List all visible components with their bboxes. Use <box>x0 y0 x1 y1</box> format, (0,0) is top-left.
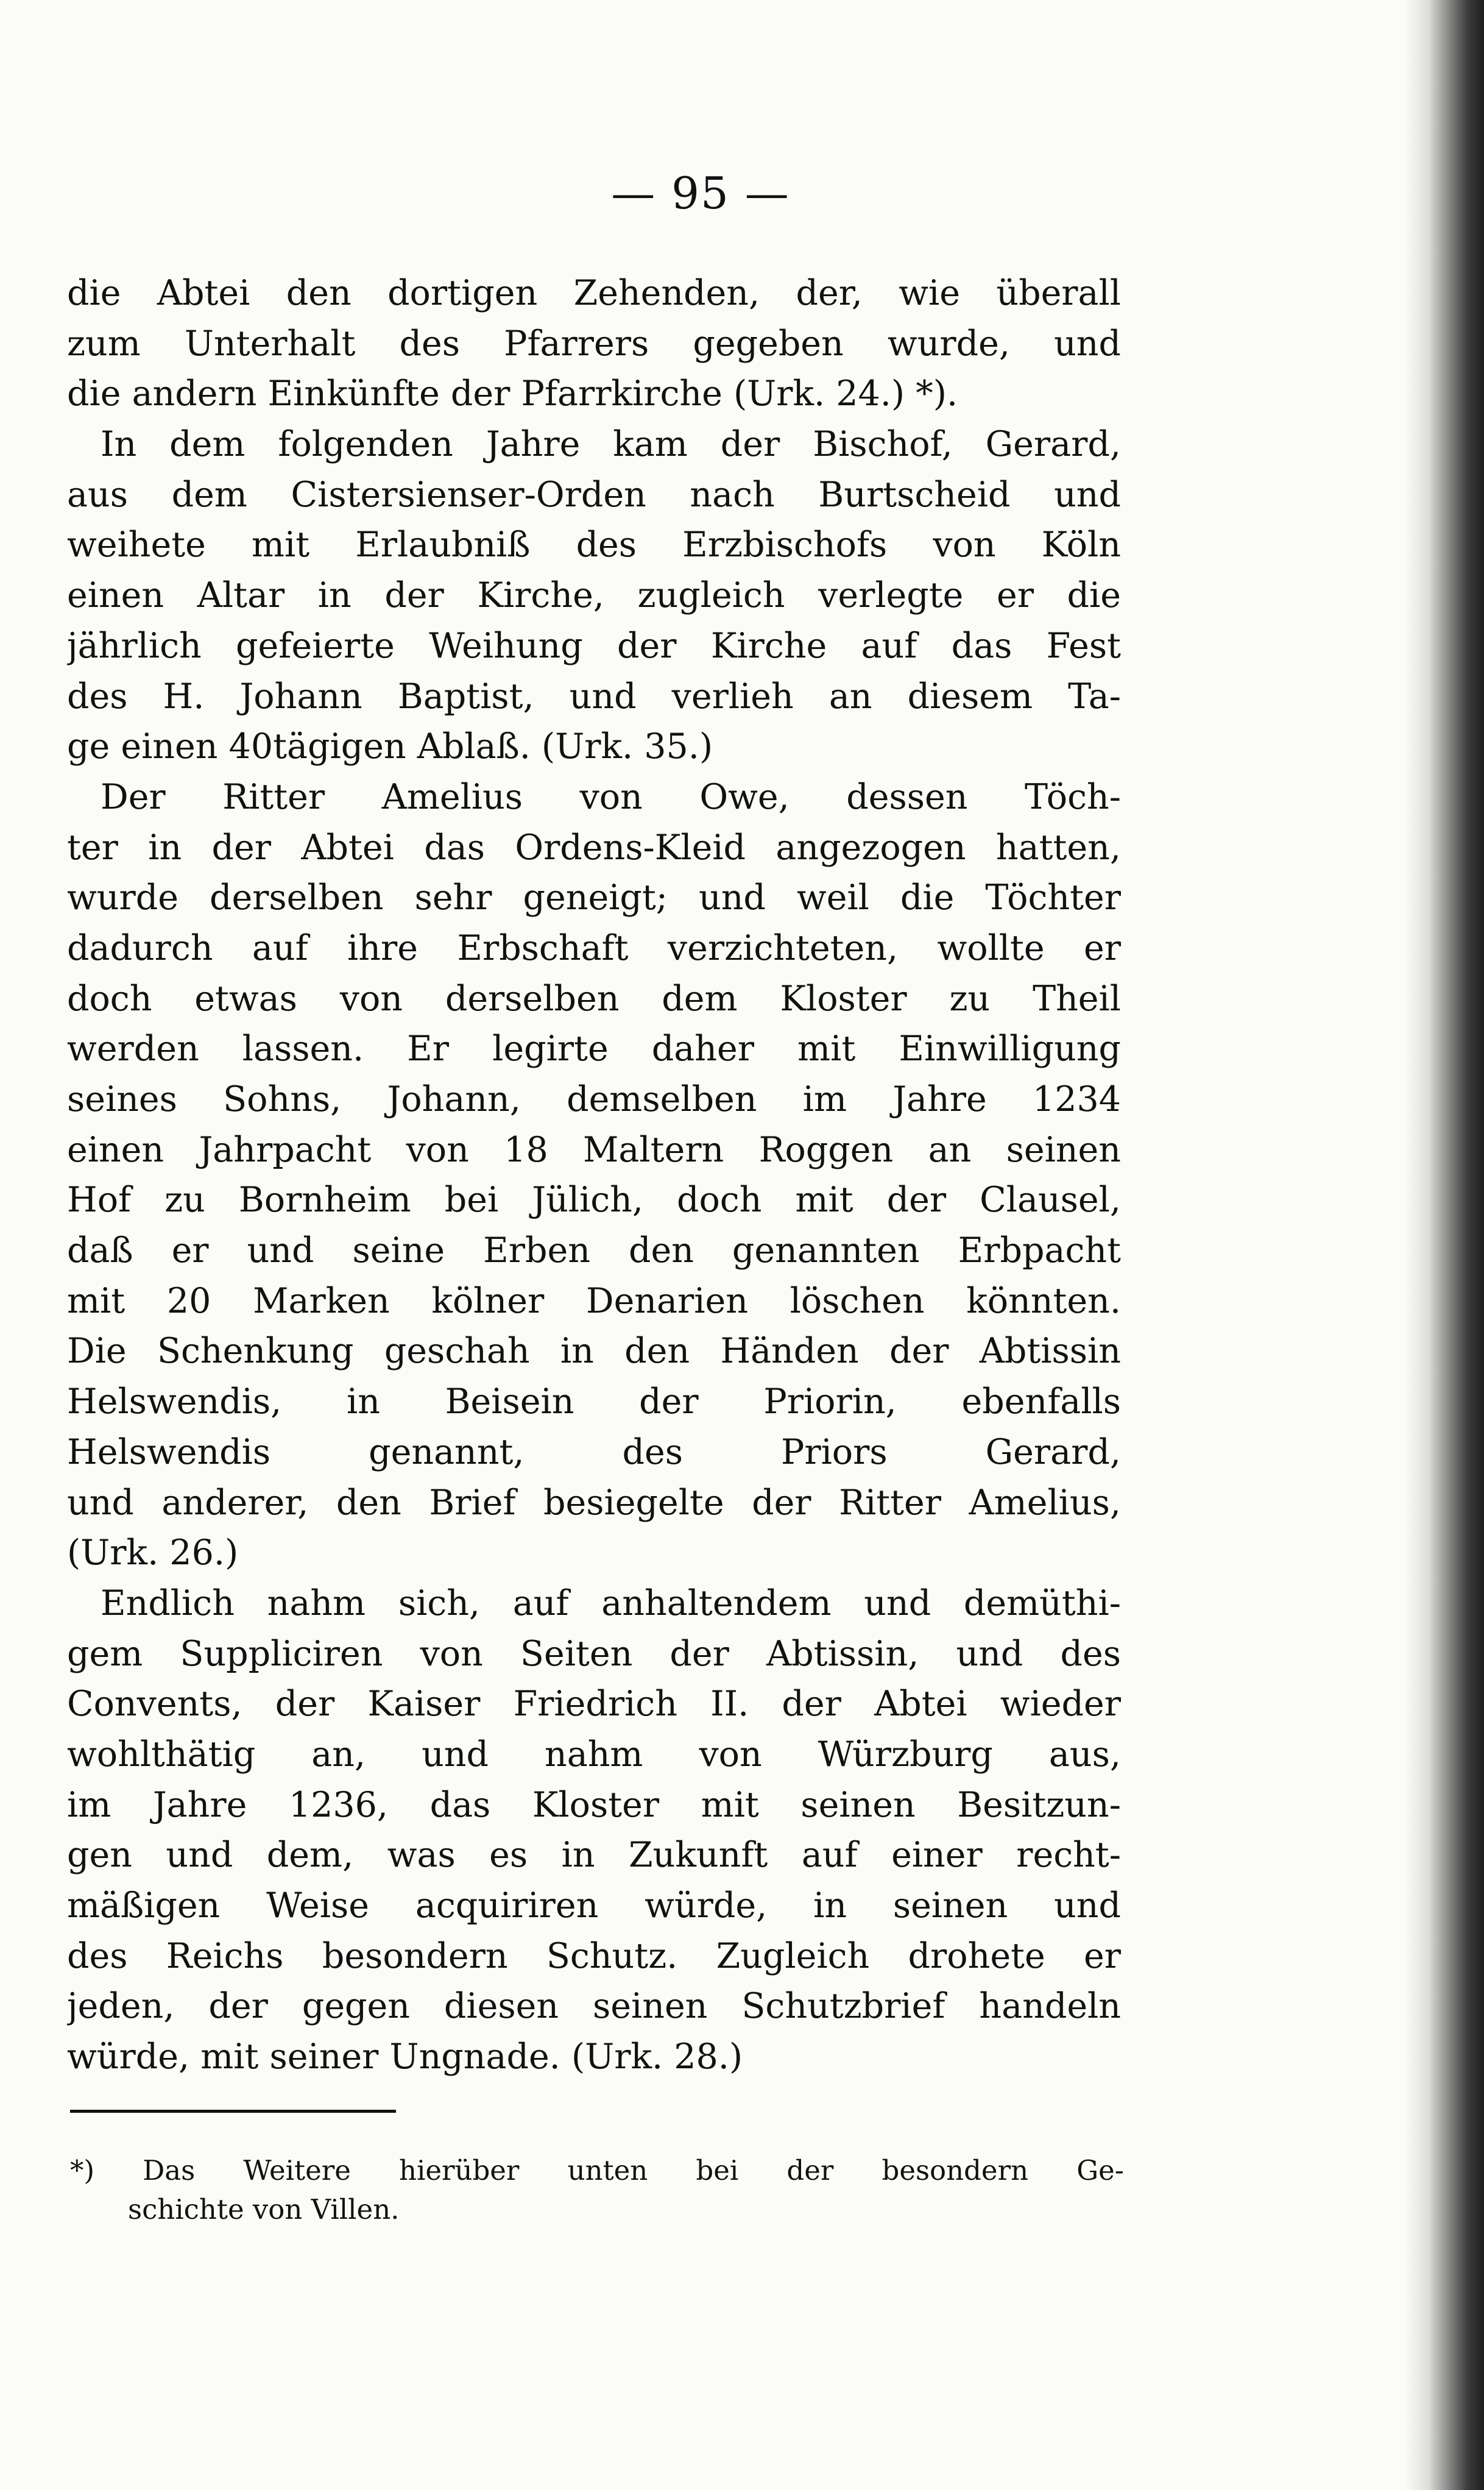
main-text <box>67 268 1121 2082</box>
text-line: aus dem Cistersienser-Orden nach Burtscheid und <box>67 474 1121 515</box>
page-gutter-shadow <box>1405 0 1429 2490</box>
text-line: Helswendis genannt, des Priors Gerard, <box>67 1431 1121 1472</box>
text-line: Helswendis, in Beisein der Priorin, ebenfalls <box>67 1382 1121 1422</box>
text-line: und anderer, den Brief besiegelte der Ritter Amelius, <box>67 1482 1121 1523</box>
footnote <box>70 2151 1124 2229</box>
text-line: zum Unterhalt des Pfarrers gegeben wurde, und <box>67 323 1121 364</box>
text-line: mäßigen Weise acquiriren würde, in seinen und <box>67 1885 1121 1926</box>
footnote-line: schichte von Villen. <box>128 2193 400 2226</box>
footnote-line: *) Das Weitere hierüber unten bei der besondern Ge- <box>70 2154 1124 2187</box>
text-line: wurde derselben sehr geneigt; und weil die Töchter <box>67 878 1121 918</box>
text-line: (Urk. 26.) <box>67 1533 239 1573</box>
text-line: gen und dem, was es in Zukunft auf einer recht- <box>67 1835 1121 1876</box>
text-line: die andern Einkünfte der Pfarrkirche (Urk. 24.) *). <box>67 374 958 414</box>
text-line: ter in der Abtei das Ordens-Kleid angezogen hatten, <box>67 827 1121 868</box>
text-line: Convents, der Kaiser Friedrich II. der Abtei wieder <box>67 1684 1121 1725</box>
text-line: In dem folgenden Jahre kam der Bischof, Gerard, <box>101 424 1121 465</box>
page-number: — 95 — <box>611 168 790 219</box>
text-line: mit 20 Marken kölner Denarien löschen könnten. <box>67 1280 1121 1321</box>
text-line: werden lassen. Er legirte daher mit Einwilligung <box>67 1029 1121 1069</box>
text-line: im Jahre 1236, das Kloster mit seinen Besitzun- <box>67 1784 1121 1825</box>
footnote-separator <box>70 2110 396 2113</box>
text-line: Der Ritter Amelius von Owe, dessen Töch- <box>101 776 1121 817</box>
text-line: seines Sohns, Johann, demselben im Jahre 1234 <box>67 1079 1121 1119</box>
book-binding-edge <box>1429 0 1484 2490</box>
text-line: Hof zu Bornheim bei Jülich, doch mit der Clausel, <box>67 1180 1121 1221</box>
text-line: die Abtei den dortigen Zehenden, der, wie überall <box>67 273 1121 313</box>
text-line: dadurch auf ihre Erbschaft verzichteten, wollte er <box>67 928 1121 968</box>
text-line: daß er und seine Erben den genannten Erbpacht <box>67 1230 1121 1271</box>
text-line: jährlich gefeierte Weihung der Kirche auf das Fest <box>67 625 1121 666</box>
text-line: einen Altar in der Kirche, zugleich verlegte er die <box>67 575 1121 616</box>
text-line: einen Jahrpacht von 18 Maltern Roggen an seinen <box>67 1129 1121 1170</box>
text-line: des H. Johann Baptist, und verlieh an diesem Ta- <box>67 676 1121 717</box>
text-line: doch etwas von derselben dem Kloster zu Theil <box>67 978 1121 1019</box>
text-line: würde, mit seiner Ungnade. (Urk. 28.) <box>67 2037 743 2077</box>
text-line: wohlthätig an, und nahm von Würzburg aus, <box>67 1734 1121 1775</box>
text-line: jeden, der gegen diesen seinen Schutzbrief handeln <box>67 1986 1121 2027</box>
text-line: gem Suppliciren von Seiten der Abtissin, und des <box>67 1633 1121 1674</box>
text-line: des Reichs besondern Schutz. Zugleich drohete er <box>67 1935 1121 1976</box>
text-line: ge einen 40tägigen Ablaß. (Urk. 35.) <box>67 726 713 767</box>
text-line: Die Schenkung geschah in den Händen der Abtissin <box>67 1331 1121 1372</box>
text-line: Endlich nahm sich, auf anhaltendem und demüthi- <box>101 1583 1121 1623</box>
text-line: weihete mit Erlaubniß des Erzbischofs von Köln <box>67 525 1121 566</box>
